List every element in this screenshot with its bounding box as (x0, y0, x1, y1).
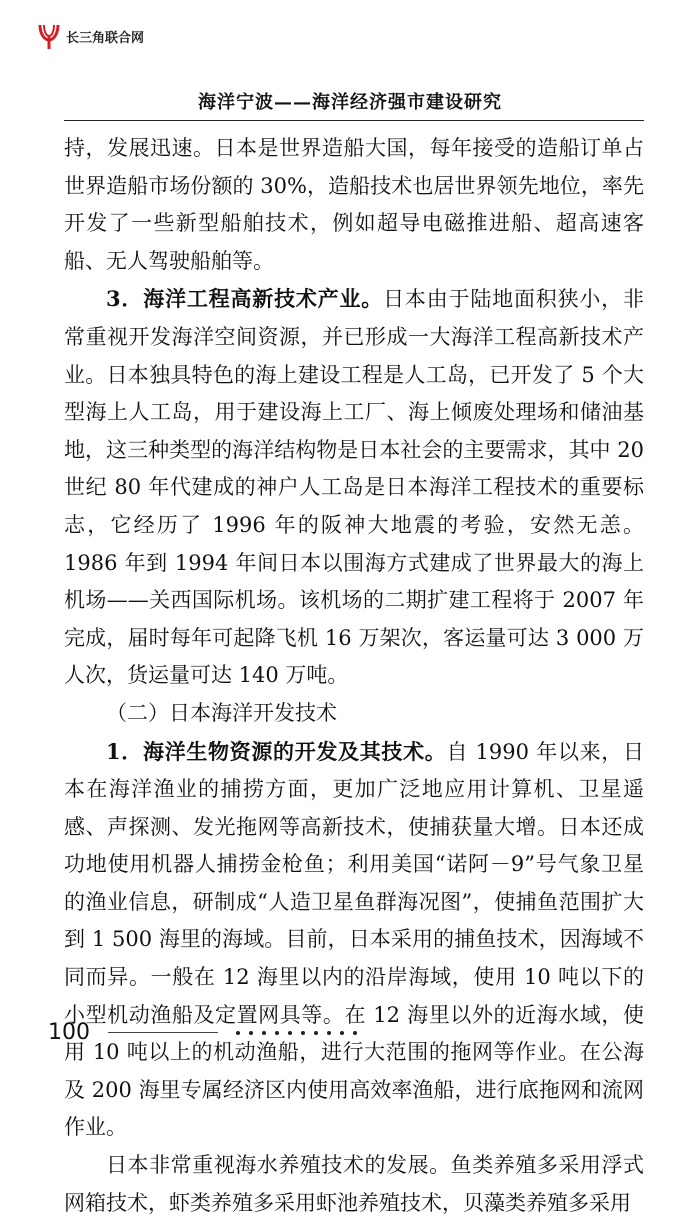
footer-rule (108, 1032, 218, 1033)
section-heading: （二）日本海洋开发技术 (106, 700, 337, 725)
brand-name: 长三角联合网 (66, 30, 145, 46)
body-text (64, 130, 644, 1222)
paragraph-text: 日本由于陆地面积狭小，非常重视开发海洋空间资源，并已形成一大海洋工程高新技术产业。日本独具特色的海上建设工程是人工岛，已开发了 5 个大型海上人工岛，用于建设海上工厂、海上倾废处理场和储油基地，这三种类型的海洋结构物是日本社会的主要需求，其中 20 世纪 80 年代建成的神户人工岛是日本海洋工程技术的重要标志，它经历了 1996 年的阪神大地震的考验，安然无恙。1986 年到 1994 年间日本以围海方式建成了世界最大的海上机场——关西国际机场。该机场的二期扩建工程将于 2007 年完成，届时每年可起降飞机 16 万架次，客运量可达 3 000 万人次，货运量可达 140 万吨。 (64, 287, 644, 688)
brand-logo-icon (38, 22, 60, 50)
page-number: 100 (48, 1020, 90, 1045)
paragraph-lead: 1．海洋生物资源的开发及其技术。 (106, 738, 447, 764)
header-rule (64, 120, 644, 121)
paragraph: 持，发展迅速。日本是世界造船大国，每年接受的造船订单占世界造船市场份额的 30%，造船技术也居世界领先地位，率先开发了一些新型船舶技术，例如超导电磁推进船、超高速客船、无人驾驶船舶等。 (64, 136, 644, 273)
paragraph-lead: 3．海洋工程高新技术产业。 (106, 286, 384, 312)
footer-dots-ornament (236, 1031, 357, 1035)
paragraph-text: 自 1990 年以来，日本在海洋渔业的捕捞方面，更加广泛地应用计算机、卫星遥感、声探测、发光拖网等高新技术，使捕获量大增。日本还成功地使用机器人捕捞金枪鱼；利用美国“诺阿－9”号气象卫星的渔业信息，研制成“人造卫星鱼群海况图”，使捕鱼范围扩大到 1 500 海里的海域。目前，日本采用的捕鱼技术，因海域不同而异。一般在 12 海里以内的沿岸海域，使用 10 吨以下的小型机动渔船及定置网具等。在 12 海里以外的近海水域，使用 10 吨以上的机动渔船，进行大范围的拖网等作业。在公海及 200 海里专属经济区内使用高效率渔船，进行底拖网和流网作业。 (64, 739, 644, 1140)
paragraph (64, 280, 644, 695)
page-footer (48, 1020, 357, 1045)
paragraph (64, 733, 644, 1148)
paragraph: 日本非常重视海水养殖技术的发展。鱼类养殖多采用浮式网箱技术，虾类养殖多采用虾池养殖技术，贝藻类养殖多采用 (64, 1153, 644, 1215)
site-logo (38, 22, 144, 50)
running-head: 海洋宁波——海洋经济强市建设研究 (198, 92, 502, 113)
